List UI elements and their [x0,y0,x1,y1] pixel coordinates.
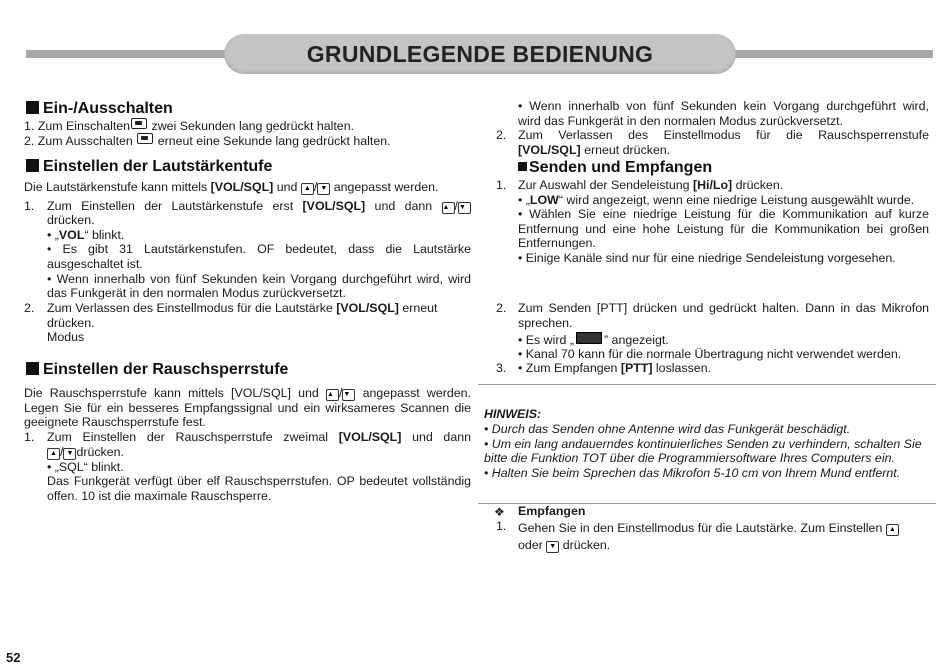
diamond-icon: ❖ [494,505,505,519]
tx-step-1: Zur Auswahl der Sendeleistung [Hi/Lo] drücken. [518,178,784,192]
tx-bullet-low: • „LOW“ wird angezeigt, wenn eine niedrige Leistung ausgewählt wurde. [518,193,915,207]
separator-top [478,384,936,385]
page-title: GRUNDLEGENDE BEDIENUNG [306,40,654,67]
down-key-icon: ▼ [458,202,471,214]
power-off-line: 2. Zum Ausschalten erneut eine Sekunde lang gedrückt halten. [24,134,391,148]
square-bullet-icon [26,159,39,172]
tx-bullet-channels: • Einige Kanäle sind nur für eine niedrige Sendeleistung vorgesehen. [518,251,896,265]
squelch-bullet-sql: • „SQL“ blinkt. [47,460,124,474]
up-key-icon: ▲ [301,183,314,195]
tx-bullet-power-l2: Entfernung und eine hohe Leistung für die Kommunikation bei großen [518,222,929,236]
volume-step-1-line1: Zum Einstellen der Lautstärkenstufe erst [VOL/SQL] und dann ▲ /▼ [47,199,471,214]
down-key-icon: ▼ [342,389,355,401]
down-key-icon: ▼ [546,541,559,553]
hinweis-line-3: bitte die Funktion TOT über die Programmiersoftware Ihres Computers ein. [484,451,895,465]
page-number: 52 [6,650,21,665]
section-heading-tx: Senden und Empfangen [518,159,712,177]
volume-bullet-timeout-l2: das Funkgerät in den normalen Modus zurückversetzt. [47,286,346,300]
volume-step-2-line1: Zum Verlassen des Einstellmodus für die Lautstärke [VOL/SQL] erneut [47,301,438,315]
squelch-timeout-l2: wird das Funkgerät in den normalen Modus zurückversetzt. [518,114,844,128]
squelch-step-2-number: 2. [496,128,507,142]
squelch-step-2-l1: Zum Verlassen des Einstellmodus für die Rauschsperrenstufe [518,128,929,142]
header-rule-left [26,50,232,58]
tx-display-icon [576,332,602,344]
empfangen-step-number: 1. [496,519,507,533]
up-key-icon: ▲ [326,389,339,401]
squelch-step-1-line2: ▲ / ▼ drücken. [47,445,124,460]
power-key-icon [137,133,153,144]
down-key-icon: ▼ [63,448,76,460]
hinweis-line-1: • Durch das Senden ohne Antenne wird das Funkgerät beschädigt. [484,422,851,436]
empfangen-line-2: oder ▼ drücken. [518,538,611,552]
hinweis-title: HINWEIS: [484,407,542,421]
tx-bullet-power-l3: Entfernungen. [518,236,596,250]
squelch-intro-l2: Legen Sie für ein besseres Empfangssignal und ein wirksameres Scannen die [24,401,471,415]
volume-step-1-line2: drücken. [47,213,95,227]
tx-step-2-l1: Zum Senden [PTT] drücken und gedrückt halten. Dann in das Mikrofon [518,301,929,315]
up-key-icon: ▲ [886,524,899,536]
volume-bullet-timeout-l1: • Wenn innerhalb von fünf Sekunden kein Vorgang durchgeführt wird, wird [47,272,471,286]
hinweis-line-2: • Um ein lang andauerndes kontinuierliches Senden zu verhindern, schalten Sie [484,437,922,451]
volume-step-2-number: 2. [24,301,35,315]
header-rule-right [728,50,933,58]
tx-step-2-l2: sprechen. [518,316,573,330]
square-bullet-icon [26,362,39,375]
tx-step-2-channel70: • Kanal 70 kann für die normale Übertragung nicht verwendet werden. [518,347,902,361]
empfangen-line-1: Gehen Sie in den Einstellmodus für die Lautstärke. Zum Einstellen ▲ [518,521,899,536]
squelch-timeout-l1: • Wenn innerhalb von fünf Sekunden kein Vorgang durchgeführt wird, [518,99,929,113]
volume-bullet-vol: • „VOL“ blinkt. [47,228,125,242]
volume-intro: Die Lautstärkenstufe kann mittels [VOL/SQL] und ▲ / ▼ angepasst werden. [24,180,439,194]
page-title-banner [224,34,736,74]
square-bullet-icon [518,162,527,171]
empfangen-title: Empfangen [518,504,586,518]
squelch-step-2-l2: [VOL/SQL] erneut drücken. [518,143,671,157]
tx-step-3-number: 3. [496,361,507,375]
squelch-intro-l3: geeignete Rauschsperrstufe fest. [24,415,206,429]
squelch-levels-l1: Das Funkgerät verfügt über elf Rauschsperrstufen. OP bedeutet vollständig [47,474,471,488]
volume-bullet-levels-l2: ausgeschaltet ist. [47,257,143,271]
hinweis-line-4: • Halten Sie beim Sprechen das Mikrofon 5-10 cm von Ihrem Mund entfernt. [484,466,901,480]
section-heading-volume: Einstellen der Lautstärkentufe [26,158,272,176]
volume-step-2-line3: Modus [47,330,85,344]
section-heading-squelch: Einstellen der Rauschsperrstufe [26,361,288,379]
volume-step-1-number: 1. [24,199,35,213]
square-bullet-icon [26,101,39,114]
section-heading-power: Ein-/Ausschalten [26,100,173,118]
squelch-step-1-number: 1. [24,430,35,444]
squelch-step-1-line1: Zum Einstellen der Rauschsperrstufe zweimal [VOL/SQL] und dann [47,430,471,444]
tx-step-3: • Zum Empfangen [PTT] loslassen. [518,361,712,375]
volume-step-2-line2: drücken. [47,316,95,330]
tx-step-2-display: • Es wird „ ” angezeigt. [518,333,669,347]
tx-step-2-number: 2. [496,301,507,315]
up-key-icon: ▲ [47,448,60,460]
tx-bullet-power-l1: • Wählen Sie eine niedrige Leistung für die Kommunikation auf kurze [518,207,929,221]
up-key-icon: ▲ [442,202,455,214]
power-key-icon [131,118,147,129]
volume-bullet-levels-l1: • Es gibt 31 Lautstärkenstufen. OF bedeutet, dass die Lautstärke [47,242,471,256]
down-key-icon: ▼ [317,183,330,195]
tx-step-1-number: 1. [496,178,507,192]
power-on-line: 1. Zum Einschalten zwei Sekunden lang gedrückt halten. [24,119,355,133]
squelch-intro-l1: Die Rauschsperrstufe kann mittels [VOL/SQL] und ▲ /▼ angepasst werden. [24,386,471,400]
squelch-levels-l2: offen. 10 ist die maximale Rauschsperre. [47,489,272,503]
